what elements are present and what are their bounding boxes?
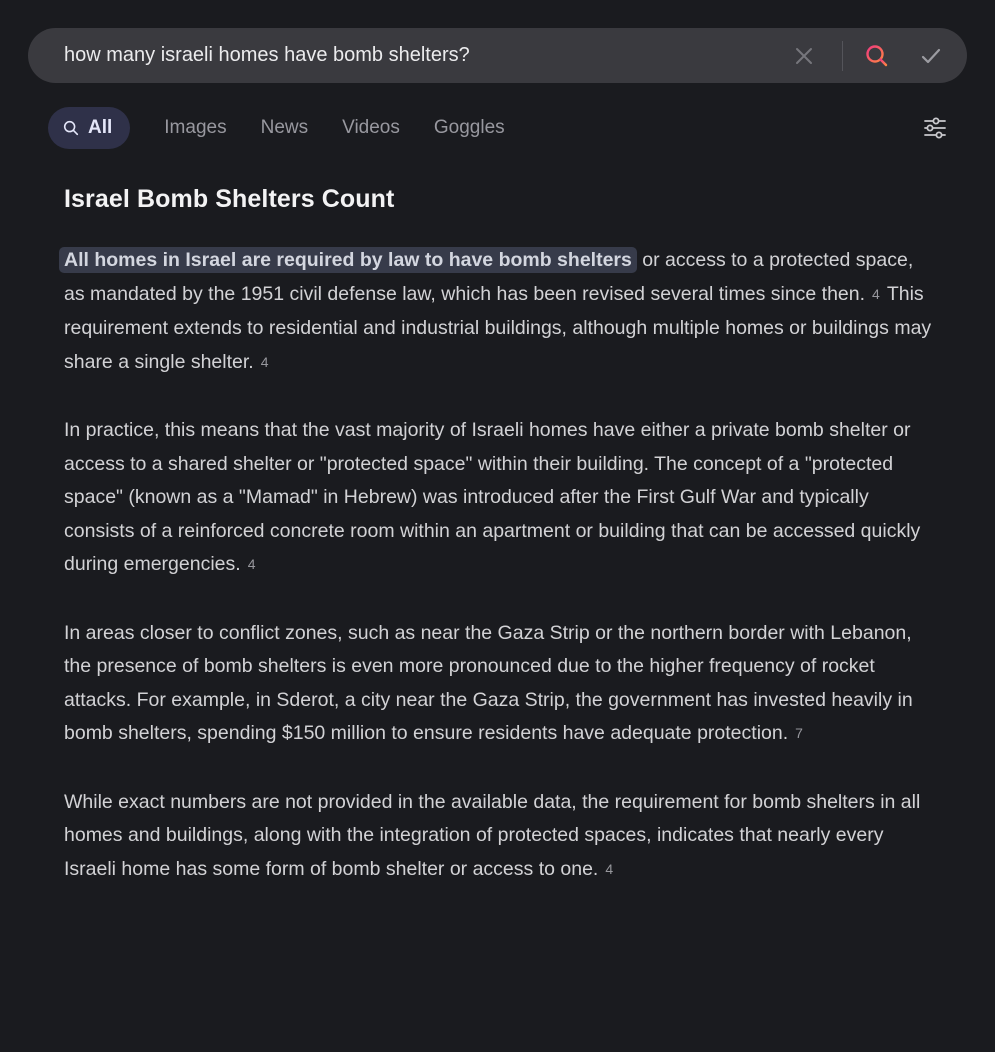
tab-images[interactable]: Images [164, 117, 227, 138]
search-icon-small [62, 119, 80, 137]
confirm-button[interactable] [911, 36, 951, 76]
tab-all-label: All [88, 117, 113, 138]
result-tabs [48, 107, 955, 149]
answer-paragraphs [64, 244, 932, 887]
search-submit-button[interactable] [857, 36, 897, 76]
search-input[interactable] [64, 44, 784, 67]
paragraph-text: In areas closer to conflict zones, such as near the Gaza Strip or the northern border with Lebanon, the presence of bomb shelters is even more pronounced due to the higher frequency of rocket attacks. For example, in Sderot, a city near the Gaza Strip, the government has invested heavily in bomb shelters, spending $150 million to ensure residents have adequate protection. [64, 621, 913, 744]
tab-news[interactable]: News [260, 117, 309, 138]
citation-link[interactable]: 7 [795, 725, 803, 741]
paragraph-text: While exact numbers are not provided in the available data, the requirement for bomb shelters in all homes and buildings, along with the integration of protected spaces, indicates that nearly every Israeli home has some form of bomb shelter or access to one. [64, 790, 921, 880]
citation-link[interactable]: 4 [260, 353, 269, 370]
paragraph-text: In practice, this means that the vast majority of Israeli homes have either a private bomb shelter or access to a shared shelter or "protected space" within their building. The concept of a "protected space" (known as a "Mamad" in Hebrew) was introduced after the First Gulf War and typically consists of a reinforced concrete room within an apartment or building that can be accessed quickly during emergencies. [64, 419, 921, 575]
search-icon [864, 43, 890, 69]
paragraph [64, 617, 932, 752]
tab-videos[interactable]: Videos [342, 117, 400, 138]
search-bar-divider [842, 41, 843, 71]
paragraph [64, 244, 932, 380]
paragraph [64, 414, 932, 583]
paragraph-text: or access to a protected space, as mandated by the 1951 civil defense law, which has been revised several times since then. [64, 249, 914, 305]
clear-button[interactable] [784, 36, 824, 76]
tab-goggles[interactable]: Goggles [433, 117, 505, 138]
sliders-icon [922, 115, 948, 141]
tab-all[interactable] [48, 107, 130, 149]
filters-button[interactable] [915, 108, 955, 148]
page-title: Israel Bomb Shelters Count [64, 185, 395, 213]
paragraph [64, 786, 932, 888]
search-bar [28, 28, 967, 83]
check-icon [919, 44, 943, 68]
citation-link[interactable]: 4 [247, 556, 256, 572]
citation-link[interactable]: 4 [872, 285, 880, 302]
citation-link[interactable]: 4 [605, 860, 614, 877]
highlighted-text: All homes in Israel are required by law to have bomb shelters [59, 247, 637, 273]
close-icon [793, 45, 815, 67]
paragraph-text: This requirement extends to residential and industrial buildings, although multiple homes or buildings may share a single shelter. [64, 282, 932, 373]
